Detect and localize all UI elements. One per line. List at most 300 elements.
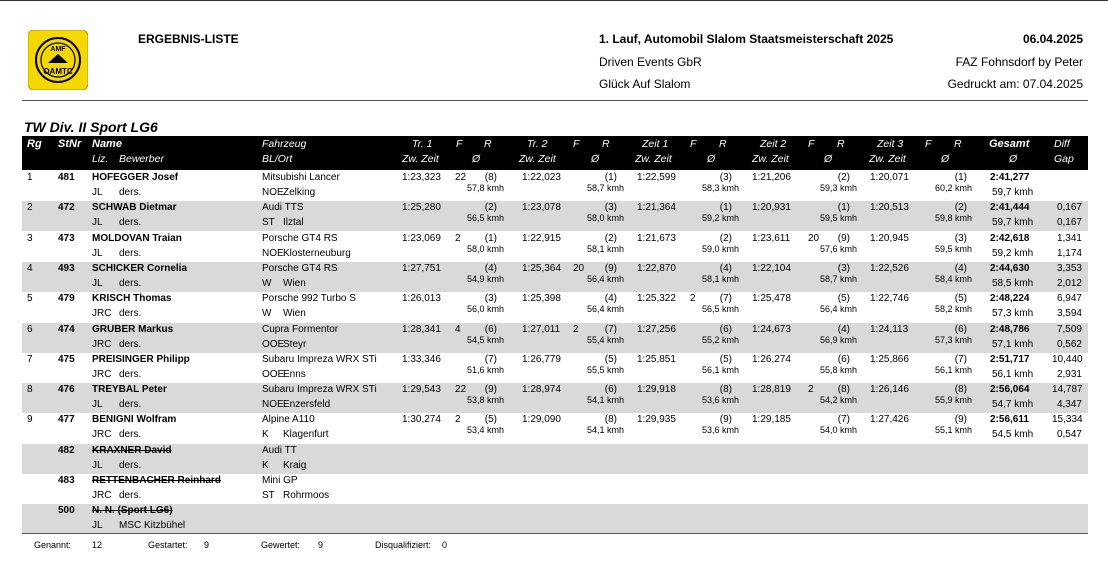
cell-avg: 57,1 kmh (992, 338, 1034, 350)
cell-t1: 1:33,346 (402, 353, 441, 365)
cell-liz: JRC (92, 338, 112, 350)
cell-t2r: (7) (604, 323, 617, 335)
cell-t2r: (4) (604, 293, 617, 305)
col-name: Name (92, 138, 122, 150)
cell-z3r: (6) (954, 323, 967, 335)
cell-z3: 1:22,746 (870, 293, 909, 305)
cell-z3s: 55,1 kmh (934, 425, 972, 436)
cell-z1r: (2) (719, 232, 732, 244)
cell-t2: 1:22,023 (522, 172, 561, 183)
cell-z1r: (7) (719, 293, 732, 305)
cell-z3r: (4) (954, 262, 967, 274)
cell-stnr: 473 (58, 232, 75, 244)
cell-t1: 1:25,280 (402, 202, 441, 214)
cell-t1r: (5) (484, 414, 497, 426)
cell-total: 2:48,786 (990, 323, 1030, 335)
cell-z1r: (1) (719, 202, 732, 214)
cell-t2: 1:25,364 (522, 262, 561, 274)
cell-avg: 54,7 kmh (992, 399, 1034, 411)
cell-t2: 1:22,915 (522, 232, 561, 244)
cell-ort: Enzersfeld (283, 399, 331, 411)
cell-name: SCHICKER Cornelia (92, 262, 188, 274)
cell-z2r: (3) (837, 262, 850, 274)
venue: FAZ Fohnsdorf by Peter (955, 55, 1083, 69)
cell-t2s: 58,7 kmh (586, 183, 624, 193)
cell-car: Subaru Impreza WRX STi (262, 353, 377, 365)
cell-z1s: 55,2 kmh (701, 334, 739, 345)
cell-diff: 6,947 (1056, 293, 1082, 305)
col-zeit2-zw: Zw. Zeit (752, 153, 789, 165)
cell-avg: 59,7 kmh (992, 217, 1034, 229)
col-zeit3-avg: Ø (941, 153, 950, 165)
cell-car: Mini GP (262, 475, 298, 486)
cell-rg: 4 (27, 262, 33, 274)
cell-z3s: 56,1 kmh (934, 364, 972, 375)
cell-diff: 7,509 (1056, 323, 1082, 335)
cell-stnr: 472 (58, 202, 75, 214)
cell-stnr: 483 (58, 475, 75, 486)
col-tr2-f: F (573, 138, 580, 150)
cell-z2: 1:26,274 (752, 353, 791, 365)
cell-total: 2:42,618 (990, 232, 1030, 244)
cell-gap: 0,167 (1056, 217, 1082, 229)
cell-z2: 1:23,611 (752, 232, 791, 244)
col-zeit3-zw: Zw. Zeit (869, 153, 906, 165)
cell-t1: 1:29,543 (402, 384, 441, 396)
col-stnr: StNr (58, 138, 82, 150)
cell-z1s: 56,5 kmh (701, 304, 739, 315)
cell-stnr: 481 (58, 172, 75, 183)
cell-car: Cupra Formentor (262, 323, 339, 335)
col-zeit2-avg: Ø (824, 153, 833, 165)
cell-bew: ders. (119, 187, 142, 198)
cell-z1r: (5) (719, 353, 732, 365)
cell-z1: 1:21,673 (637, 232, 676, 244)
cell-t1s: 51,6 kmh (466, 364, 504, 375)
cell-z3s: 59,5 kmh (934, 243, 972, 254)
cell-diff: 14,787 (1052, 384, 1083, 396)
cell-z1s: 53,6 kmh (701, 395, 739, 406)
cell-ort: Kraig (283, 459, 307, 471)
table-row (22, 262, 1088, 292)
cell-car: Mitsubishi Lancer (262, 172, 340, 183)
cell-name: KRAXNER David (92, 444, 172, 456)
list-title: ERGEBNIS-LISTE (138, 32, 239, 46)
cell-t1r: (2) (484, 202, 497, 214)
col-tr1-r: R (484, 138, 492, 150)
cell-t2r: (9) (604, 262, 617, 274)
cell-diff: 1,341 (1056, 232, 1082, 244)
cell-z1: 1:27,256 (637, 323, 676, 335)
cell-bew: ders. (119, 217, 142, 229)
table-row (22, 292, 1088, 322)
cell-rg: 5 (27, 293, 33, 305)
cell-gap: 2,931 (1056, 368, 1082, 380)
col-rg: Rg (27, 138, 42, 150)
col-tr1: Tr. 1 (412, 138, 433, 150)
cell-rg: 3 (27, 232, 33, 244)
col-gap: Gap (1054, 153, 1074, 165)
cell-z1r: (8) (719, 384, 732, 396)
cell-z3s: 57,3 kmh (934, 334, 972, 345)
cell-z1r: (6) (719, 323, 732, 335)
cell-gap: 0,547 (1056, 429, 1082, 441)
printed-date: Gedruckt am: 07.04.2025 (947, 77, 1083, 91)
cell-total: 2:41,277 (990, 172, 1030, 183)
col-tr1-f: F (456, 138, 463, 150)
cell-z3: 1:27,426 (870, 414, 909, 426)
cell-z3r: (7) (954, 353, 967, 365)
nonstarter-row (22, 474, 1088, 504)
col-tr2-avg: Ø (591, 153, 600, 165)
col-zeit3-f: F (925, 138, 932, 150)
cell-t1r: (3) (484, 293, 497, 305)
cell-z2f: 20 (808, 232, 820, 244)
cell-z3s: 60,2 kmh (934, 183, 972, 193)
cell-t2r: (6) (604, 384, 617, 396)
cell-diff: 0,167 (1056, 202, 1082, 214)
cell-diff: 10,440 (1052, 353, 1083, 365)
cell-t1f: 22 (455, 384, 467, 396)
cell-t2s: 58,1 kmh (586, 243, 624, 254)
cell-total: 2:51,717 (990, 353, 1030, 365)
cell-bl: W (262, 277, 272, 289)
cell-z1: 1:22,599 (637, 172, 676, 183)
cell-bew: ders. (119, 338, 142, 350)
cell-rg: 7 (27, 353, 33, 365)
cell-liz: JL (92, 247, 103, 259)
cell-t2: 1:23,078 (522, 202, 561, 214)
cell-liz: JRC (92, 429, 112, 441)
col-tr2-zw: Zw. Zeit (519, 153, 556, 165)
cell-liz: JRC (92, 308, 112, 320)
cell-z1s: 58,1 kmh (701, 273, 739, 284)
cell-t1: 1:23,069 (402, 232, 441, 244)
col-zeit1-r: R (719, 138, 727, 150)
cell-z1r: (4) (719, 262, 732, 274)
cell-liz: JL (92, 217, 103, 229)
cell-ort: Steyr (283, 338, 307, 350)
cell-z1s: 59,0 kmh (701, 243, 739, 254)
cell-z2s: 56,4 kmh (819, 304, 857, 315)
cell-z2s: 59,5 kmh (819, 213, 857, 224)
cell-z2r: (9) (837, 232, 850, 244)
cell-stnr: 482 (58, 444, 75, 456)
gewertet-value: 9 (318, 540, 324, 550)
col-zeit2-f: F (808, 138, 815, 150)
col-blort: BL/Ort (262, 153, 293, 165)
cell-bew: ders. (119, 247, 142, 259)
cell-z3: 1:22,526 (870, 262, 909, 274)
gestartet-label: Gestartet: (148, 540, 188, 550)
cell-z2: 1:21,206 (752, 172, 791, 183)
cell-z2: 1:20,931 (752, 202, 791, 214)
cell-ort: Rohrmoos (283, 490, 330, 501)
cell-z3s: 58,4 kmh (934, 273, 972, 284)
cell-t1: 1:23,323 (402, 172, 441, 183)
cell-name: BENIGNI Wolfram (92, 414, 177, 426)
cell-name: KRISCH Thomas (92, 293, 172, 305)
gewertet-label: Gewertet: (261, 540, 301, 550)
cell-stnr: 479 (58, 293, 75, 305)
cell-car: Subaru Impreza WRX STi (262, 384, 377, 396)
cell-bl: K (262, 459, 269, 471)
cell-t2s: 55,5 kmh (586, 364, 624, 375)
col-tr1-avg: Ø (472, 153, 481, 165)
cell-z3s: 55,9 kmh (934, 395, 972, 406)
cell-t1s: 53,4 kmh (466, 425, 504, 436)
cell-bew: ders. (119, 399, 142, 411)
cell-name: RETTENBACHER Reinhard (92, 475, 221, 486)
cell-z2s: 54,0 kmh (819, 425, 857, 436)
cell-t1r: (4) (484, 262, 497, 274)
event-date: 06.04.2025 (1022, 32, 1083, 46)
cell-diff: 3,353 (1056, 262, 1082, 274)
cell-t1r: (8) (484, 172, 497, 183)
cell-total: 2:56,064 (990, 384, 1030, 396)
cell-t1s: 57,8 kmh (466, 183, 504, 193)
cell-z2f: 2 (808, 384, 814, 396)
cell-total: 2:56,611 (990, 414, 1029, 426)
cell-t1s: 56,5 kmh (466, 213, 504, 224)
cell-t1r: (9) (484, 384, 497, 396)
cell-z2r: (4) (837, 323, 850, 335)
cell-t2s: 56,4 kmh (586, 273, 624, 284)
genannt-value: 12 (92, 540, 103, 550)
cell-z3r: (5) (954, 293, 967, 305)
cell-z2s: 58,7 kmh (819, 273, 857, 284)
cell-z3: 1:20,513 (870, 202, 909, 214)
cell-t1s: 58,0 kmh (466, 243, 504, 254)
cell-t1r: (7) (484, 353, 497, 365)
table-row (22, 413, 1088, 443)
cell-z1: 1:22,870 (637, 262, 676, 274)
cell-stnr: 493 (58, 262, 75, 274)
cell-rg: 1 (27, 172, 33, 183)
cell-rg: 6 (27, 323, 33, 335)
cell-bl: NOE (262, 247, 284, 259)
table-row (22, 323, 1088, 353)
cell-bl: ST (262, 217, 275, 229)
cell-t2s: 54,1 kmh (586, 425, 624, 436)
cell-z3: 1:24,113 (870, 323, 909, 335)
cell-car: Porsche GT4 RS (262, 232, 338, 244)
cell-rg: 9 (27, 414, 33, 426)
cell-avg: 57,3 kmh (992, 308, 1034, 320)
cell-t1f: 2 (455, 232, 461, 244)
cell-z2r: (1) (837, 202, 850, 214)
cell-ort: Wien (283, 308, 306, 320)
cell-liz: JRC (92, 368, 112, 380)
logo-text-bottom: OAMTC (43, 67, 73, 76)
top-border (0, 0, 1108, 1)
col-fahrzeug: Fahrzeug (262, 138, 307, 150)
header-divider (22, 100, 1088, 101)
cell-z1s: 59,2 kmh (701, 213, 739, 224)
cell-gap: 3,594 (1056, 308, 1082, 320)
cell-z2r: (7) (837, 414, 850, 426)
cell-t1f: 4 (455, 323, 461, 335)
cell-car: Alpine A110 (262, 414, 315, 426)
cell-bew: MSC Kitzbühel (119, 520, 186, 532)
col-zeit3: Zeit 3 (877, 138, 904, 150)
cell-z2s: 59,3 kmh (819, 183, 857, 193)
cell-ort: Wien (283, 277, 306, 289)
col-gesamt-avg: Ø (1009, 153, 1018, 165)
cell-ort: Klagenfurt (283, 429, 329, 441)
col-bewerber: Bewerber (119, 153, 164, 165)
cell-car: Porsche 992 Turbo S (262, 293, 356, 305)
cell-name: GRUBER Markus (92, 323, 174, 335)
cell-stnr: 474 (58, 323, 75, 335)
cell-t1s: 54,5 kmh (466, 334, 504, 345)
cell-z3: 1:20,071 (870, 172, 909, 183)
nonstarter-row (22, 444, 1088, 474)
cell-liz: JL (92, 520, 103, 532)
gestartet-value: 9 (204, 540, 210, 550)
cell-z1r: (9) (719, 414, 732, 426)
cell-t1s: 56,0 kmh (466, 304, 504, 315)
cell-gap: 2,012 (1056, 277, 1082, 289)
cell-t2: 1:25,398 (522, 293, 561, 305)
col-zeit1-zw: Zw. Zeit (635, 153, 672, 165)
col-zeit1-f: F (690, 138, 697, 150)
cell-liz: JL (92, 277, 103, 289)
cell-t2: 1:27,011 (522, 323, 561, 335)
cell-ort: Zelking (283, 187, 316, 198)
cell-z3s: 59,8 kmh (934, 213, 972, 224)
cell-avg: 59,7 kmh (992, 187, 1034, 198)
cell-bl: OOE (262, 368, 285, 380)
cell-name: TREYBAL Peter (92, 384, 167, 396)
cell-t1: 1:27,751 (402, 262, 441, 274)
cell-z2r: (6) (837, 353, 850, 365)
cell-bew: ders. (119, 490, 142, 501)
cell-ort: Ilztal (283, 217, 304, 229)
cell-t2s: 55,4 kmh (586, 334, 624, 345)
cell-liz: JL (92, 399, 103, 411)
cell-z1: 1:21,364 (637, 202, 676, 214)
col-zeit1-avg: Ø (707, 153, 716, 165)
cell-t1: 1:28,341 (402, 323, 441, 335)
cell-stnr: 475 (58, 353, 75, 365)
col-zeit2: Zeit 2 (760, 138, 787, 150)
cell-t1f: 2 (455, 414, 461, 426)
cell-t2s: 56,4 kmh (586, 304, 624, 315)
cell-bl: ST (262, 490, 275, 501)
cell-z2s: 56,9 kmh (819, 334, 857, 345)
event-title: 1. Lauf, Automobil Slalom Staatsmeisterschaft 2025 (599, 32, 894, 46)
cell-t2r: (1) (604, 172, 617, 183)
cell-stnr: 477 (58, 414, 75, 426)
cell-liz: JL (92, 187, 103, 198)
cell-name: N. N. (Sport LG6) (92, 505, 173, 517)
cell-gap: 4,347 (1056, 399, 1082, 411)
cell-z1: 1:29,918 (637, 384, 676, 396)
nonstarter-row (22, 504, 1088, 534)
cell-t2s: 58,0 kmh (586, 213, 624, 224)
cell-z3: 1:25,866 (870, 353, 909, 365)
cell-z2s: 57,6 kmh (819, 243, 857, 254)
cell-z2: 1:25,478 (752, 293, 791, 305)
slalom-name: Glück Auf Slalom (599, 77, 691, 91)
cell-diff: 15,334 (1052, 414, 1083, 426)
cell-avg: 58,5 kmh (992, 277, 1034, 289)
cell-bew: ders. (119, 459, 142, 471)
disq-label: Disqualifiziert: (375, 540, 432, 550)
cell-bl: NOE (262, 399, 284, 411)
cell-total: 2:41,444 (990, 202, 1030, 214)
cell-t1: 1:30,274 (402, 414, 441, 426)
oeamtc-logo (28, 30, 88, 90)
col-gesamt: Gesamt (989, 138, 1030, 150)
cell-z1: 1:25,322 (637, 293, 676, 305)
cell-name: HOFEGGER Josef (92, 172, 179, 183)
class-title: TW Div. II Sport LG6 (24, 119, 158, 135)
table-row (22, 383, 1088, 413)
cell-name: SCHWAB Dietmar (92, 202, 177, 214)
cell-t2f: 2 (573, 323, 579, 335)
col-tr1-zw: Zw. Zeit (402, 153, 439, 165)
cell-car: Porsche GT4 RS (262, 262, 338, 274)
table-header (22, 136, 1088, 170)
cell-t1: 1:26,013 (402, 293, 441, 305)
cell-t2r: (3) (604, 202, 617, 214)
cell-t2f: 20 (573, 262, 585, 274)
cell-bl: K (262, 429, 269, 441)
cell-total: 2:48,224 (990, 293, 1030, 305)
cell-z3r: (9) (954, 414, 967, 426)
cell-bl: W (262, 308, 272, 320)
col-tr2-r: R (602, 138, 610, 150)
cell-z1f: 2 (690, 293, 696, 305)
cell-z2r: (8) (837, 384, 850, 396)
cell-z3r: (3) (954, 232, 967, 244)
cell-t1r: (1) (484, 232, 497, 244)
cell-rg: 2 (27, 202, 33, 214)
cell-bl: OOE (262, 338, 285, 350)
cell-t2r: (8) (604, 414, 617, 426)
cell-t1s: 54,9 kmh (466, 273, 504, 284)
cell-z3r: (1) (954, 172, 967, 183)
cell-bl: NOE (262, 187, 284, 198)
cell-z3r: (2) (954, 202, 967, 214)
cell-z2: 1:28,819 (752, 384, 791, 396)
cell-z1s: 53,6 kmh (701, 425, 739, 436)
cell-t2: 1:26,779 (522, 353, 561, 365)
cell-gap: 0,562 (1056, 338, 1082, 350)
cell-car: Audi TTS (262, 202, 304, 214)
cell-z1: 1:25,851 (637, 353, 676, 365)
cell-total: 2:44,630 (990, 262, 1030, 274)
genannt-label: Genannt: (34, 540, 72, 550)
cell-bew: ders. (119, 308, 142, 320)
cell-avg: 54,5 kmh (992, 429, 1034, 441)
cell-avg: 56,1 kmh (992, 368, 1034, 380)
table-row (22, 201, 1088, 231)
col-zeit2-r: R (837, 138, 845, 150)
cell-rg: 8 (27, 384, 33, 396)
disq-value: 0 (442, 540, 448, 550)
logo-text-top: AMF (50, 46, 66, 53)
cell-t1s: 53,8 kmh (466, 395, 504, 406)
col-zeit3-r: R (954, 138, 962, 150)
table-row (22, 353, 1088, 383)
col-tr2: Tr. 2 (527, 138, 548, 150)
footer-divider (22, 533, 1088, 534)
cell-liz: JRC (92, 490, 112, 501)
cell-z3: 1:20,945 (870, 232, 909, 244)
